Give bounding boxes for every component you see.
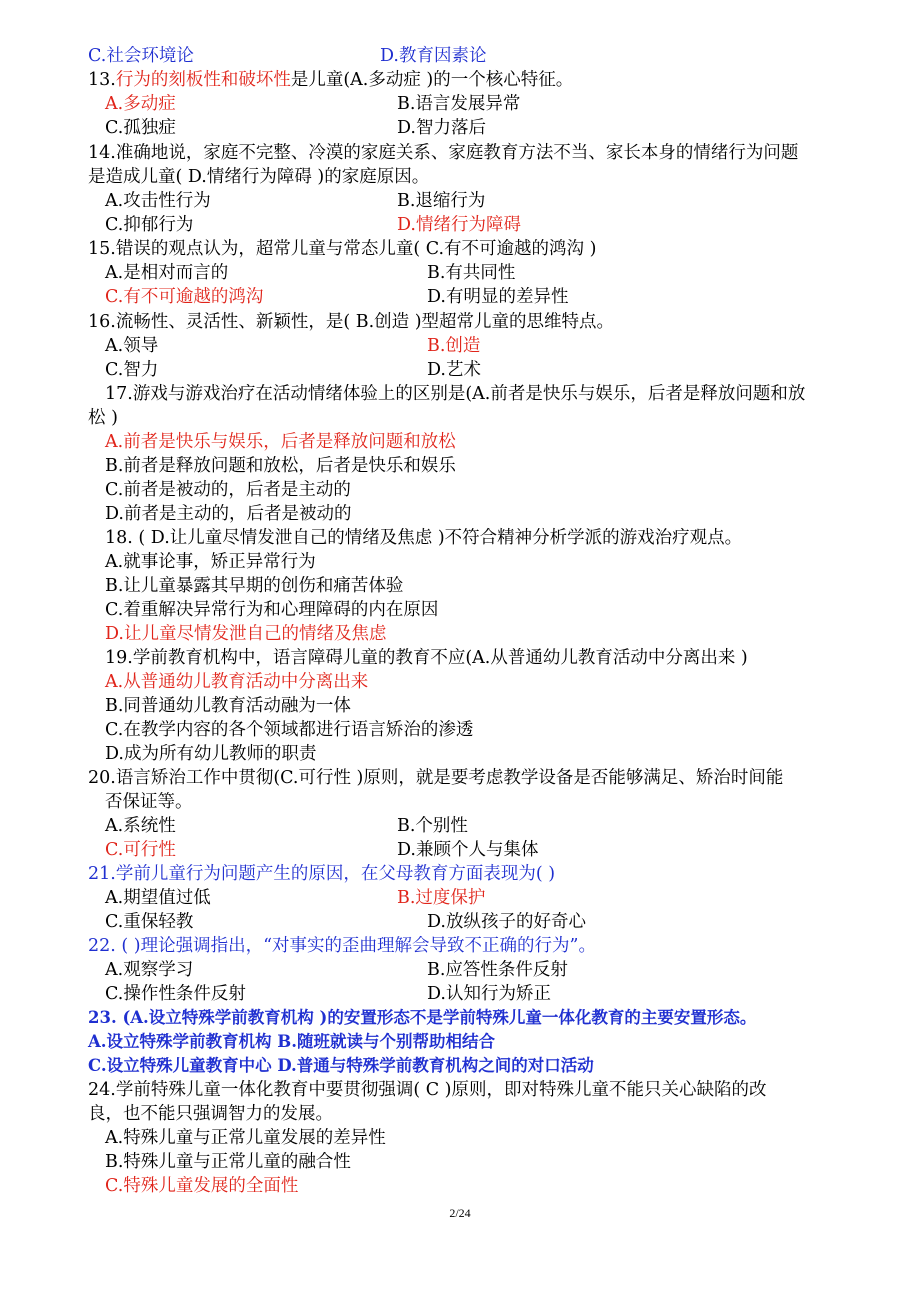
q15-option-b: B.有共同性 <box>427 263 516 283</box>
q19-option-b: B.同普通幼儿教育活动融为一体 <box>105 696 351 716</box>
q16-options-cd <box>105 358 860 382</box>
q17-option-b: B.前者是释放问题和放松，后者是快乐和娱乐 <box>105 456 456 476</box>
q15-option-d: D.有明显的差异性 <box>427 287 569 307</box>
q13-options-ab <box>105 92 860 116</box>
q24-stem-line1: 24.学前特殊儿童一体化教育中要贯彻强调( C )原则，即对特殊儿童不能只关心缺陷的改 <box>88 1080 767 1100</box>
q19-option-d: D.成为所有幼儿教师的职责 <box>105 744 317 764</box>
q15-options-cd <box>105 285 860 309</box>
q21-stem: 21.学前儿童行为问题产生的原因，在父母教育方面表现为( ) <box>88 864 556 884</box>
q18-option-d: D.让儿童尽情发泄自己的情绪及焦虑 <box>105 624 387 644</box>
q13-option-b: B.语言发展异常 <box>397 94 521 114</box>
q20-option-d: D.兼顾个人与集体 <box>397 840 539 860</box>
q13-options-cd <box>105 116 860 140</box>
q12-options-cd <box>88 44 860 68</box>
q22-options-cd <box>105 982 860 1006</box>
q22-option-d: D.认知行为矫正 <box>427 984 551 1004</box>
q15-options-ab <box>105 261 860 285</box>
q17-stem-line1: 17.游戏与游戏治疗在活动情绪体验上的区别是(A.前者是快乐与娱乐，后者是释放问题和放 <box>105 384 806 404</box>
q20-options-cd <box>105 838 860 862</box>
q21-option-c: C.重保轻教 <box>105 912 194 932</box>
q13-option-d: D.智力落后 <box>397 118 486 138</box>
q18-option-b: B.让儿童暴露其早期的创伤和痛苦体验 <box>105 576 404 596</box>
q14-options-ab <box>105 189 860 213</box>
q19-stem: 19.学前教育机构中，语言障碍儿童的教育不应(A.从普通幼儿教育活动中分离出来 ) <box>105 648 748 668</box>
q20-stem-line1: 20.语言矫治工作中贯彻(C.可行性 )原则，就是要考虑教学设备是否能够满足、矫治时间能 <box>88 768 784 788</box>
q21-options-ab <box>105 886 860 910</box>
q24-option-a: A.特殊儿童与正常儿童发展的差异性 <box>105 1128 386 1148</box>
q20-option-a: A.系统性 <box>105 816 176 836</box>
q15-option-c: C.有不可逾越的鸿沟 <box>105 287 264 307</box>
q16-options-ab <box>105 334 860 358</box>
q20-option-b: B.个别性 <box>397 816 468 836</box>
q21-option-a: A.期望值过低 <box>105 888 211 908</box>
q13-option-c: C.孤独症 <box>105 118 176 138</box>
q14-options-cd <box>105 213 860 237</box>
q22-options-ab <box>105 958 860 982</box>
q24-stem-line2: 良，也不能只强调智力的发展。 <box>88 1104 333 1124</box>
q17-stem-line2: 松 ) <box>88 408 118 428</box>
q16-stem: 16.流畅性、灵活性、新颖性，是( B.创造 )型超常儿童的思维特点。 <box>88 312 615 332</box>
q14-stem-line1: 14.准确地说，家庭不完整、冷漠的家庭关系、家庭教育方法不当、家长本身的情绪行为问题 <box>88 143 799 163</box>
q21-options-cd <box>105 910 860 934</box>
q23-options-ab: A.设立特殊学前教育机构 B.随班就读与个别帮助相结合 <box>88 1032 495 1051</box>
q23-stem: 23. (A.设立特殊学前教育机构 )的安置形态不是学前特殊儿童一体化教育的主要安置形态。 <box>88 1008 757 1027</box>
q19-option-c: C.在教学内容的各个领域都进行语言矫治的渗透 <box>105 720 474 740</box>
q13-stem-rest: 是儿童(A.多动症 )的一个核心特征。 <box>290 70 574 90</box>
q14-option-d: D.情绪行为障碍 <box>397 215 521 235</box>
q21-option-b: B.过度保护 <box>397 888 486 908</box>
q22-option-c: C.操作性条件反射 <box>105 984 246 1004</box>
q13-number: 13. <box>88 70 116 90</box>
q16-option-d: D.艺术 <box>427 360 481 380</box>
q14-stem-line2: 是造成儿童( D.情绪行为障碍 )的家庭原因。 <box>88 167 430 187</box>
q14-option-b: B.退缩行为 <box>397 191 486 211</box>
q17-option-c: C.前者是被动的，后者是主动的 <box>105 480 351 500</box>
q14-option-a: A.攻击性行为 <box>105 191 211 211</box>
q21-option-d: D.放纵孩子的好奇心 <box>427 912 586 932</box>
q16-option-c: C.智力 <box>105 360 159 380</box>
q20-options-ab <box>105 814 860 838</box>
q13-option-a: A.多动症 <box>105 94 176 114</box>
q12-option-c: C.社会环境论 <box>88 46 194 66</box>
q13-stem-highlight: 行为的刻板性和破坏性 <box>115 70 291 90</box>
q12-option-d: D.教育因素论 <box>380 46 487 66</box>
q16-option-a: A.领导 <box>105 336 159 356</box>
q22-option-a: A.观察学习 <box>105 960 194 980</box>
q17-option-a: A.前者是快乐与娱乐，后者是释放问题和放松 <box>105 432 456 452</box>
page-number: 2/24 <box>449 1206 471 1220</box>
q15-stem: 15.错误的观点认为，超常儿童与常态儿童( C.有不可逾越的鸿沟 ) <box>88 239 597 259</box>
q19-option-a: A.从普通幼儿教育活动中分离出来 <box>105 672 369 692</box>
q18-stem: 18. ( D.让儿童尽情发泄自己的情绪及焦虑 )不符合精神分析学派的游戏治疗观点。 <box>105 528 743 548</box>
q20-stem-line2: 否保证等。 <box>105 792 193 812</box>
q14-option-c: C.抑郁行为 <box>105 215 194 235</box>
q13-stem <box>88 68 860 92</box>
q20-option-c: C.可行性 <box>105 840 176 860</box>
q15-option-a: A.是相对而言的 <box>105 263 229 283</box>
q23-options-cd: C.设立特殊儿童教育中心 D.普通与特殊学前教育机构之间的对口活动 <box>88 1056 594 1075</box>
q22-stem: 22. ( )理论强调指出，“对事实的歪曲理解会导致不正确的行为”。 <box>88 936 597 956</box>
q16-option-b: B.创造 <box>427 336 481 356</box>
q18-option-c: C.着重解决异常行为和心理障碍的内在原因 <box>105 600 439 620</box>
q24-option-b: B.特殊儿童与正常儿童的融合性 <box>105 1152 351 1172</box>
q17-option-d: D.前者是主动的，后者是被动的 <box>105 504 352 524</box>
q22-option-b: B.应答性条件反射 <box>427 960 568 980</box>
q24-option-c: C.特殊儿童发展的全面性 <box>105 1176 299 1196</box>
q18-option-a: A.就事论事，矫正异常行为 <box>105 552 316 572</box>
